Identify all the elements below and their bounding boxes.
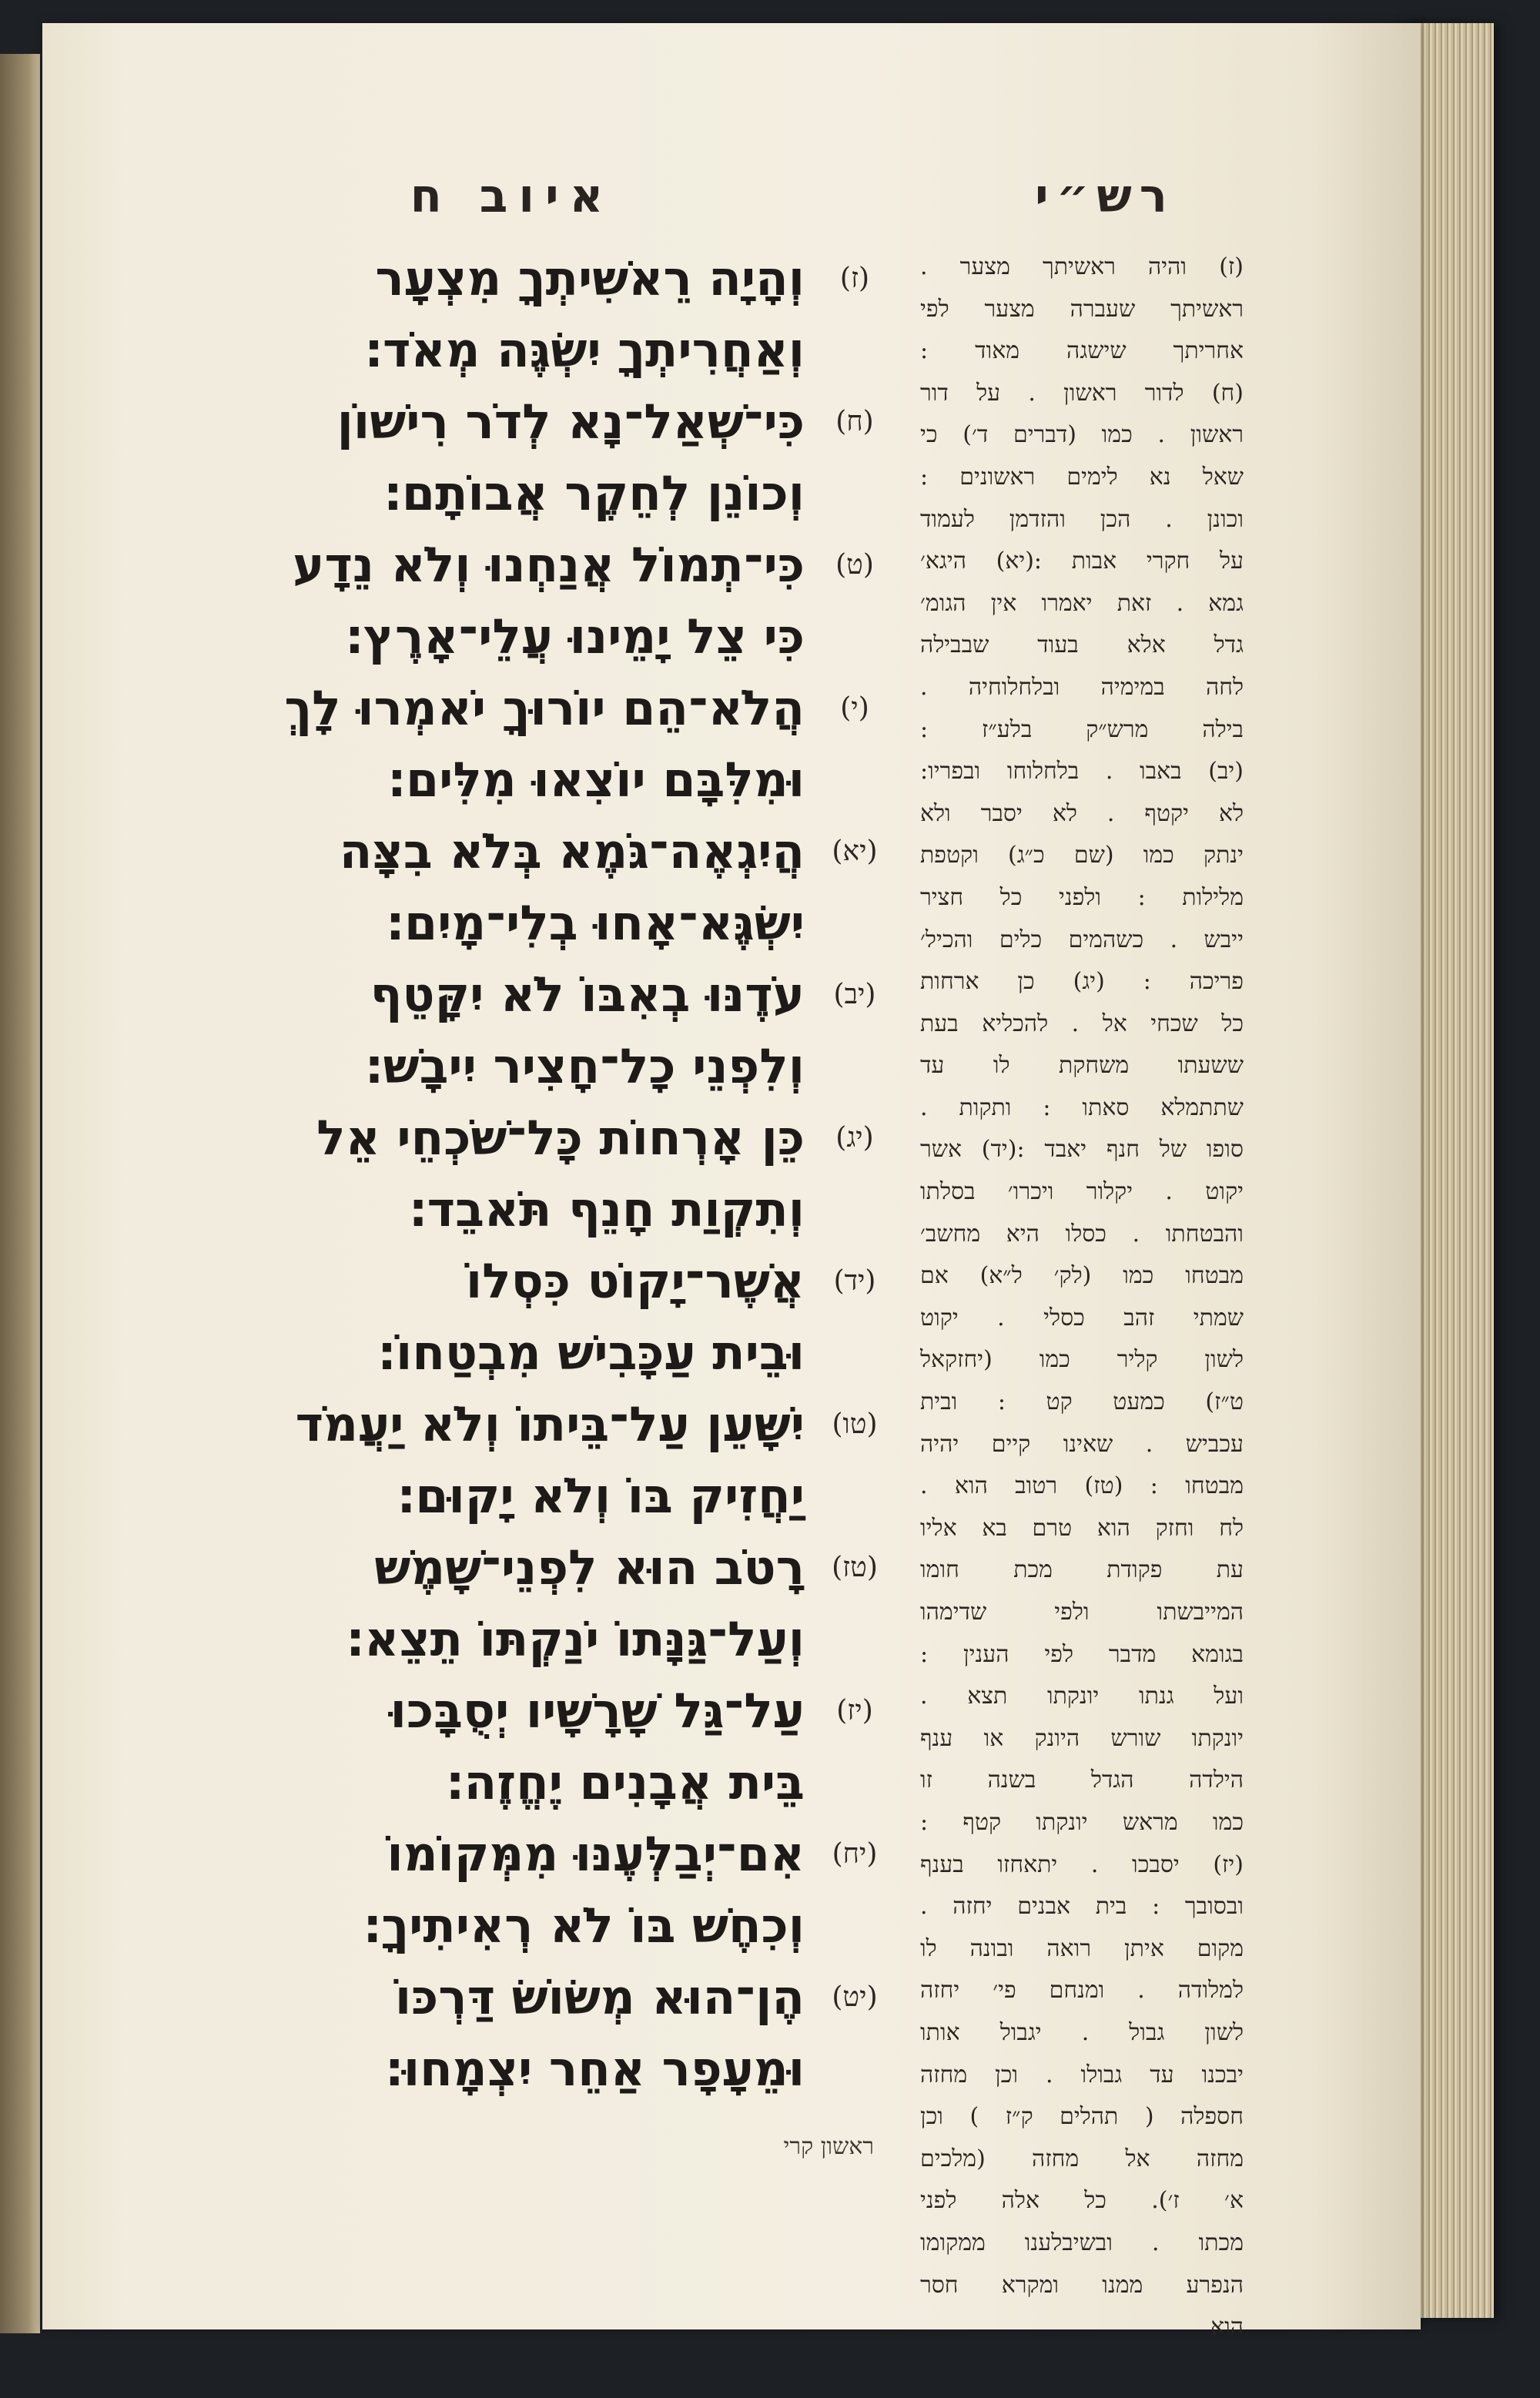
commentary-line: יקוט . יקלור ויכרו׳ בסלתו (920, 1178, 1244, 1206)
commentary-line: כל שכחי אל . להכליא בעת (920, 1010, 1244, 1037)
commentary-line: (ז) והיה ראשיתך מצער . (920, 253, 1244, 280)
commentary-line: לחה במימיה ובלחלוחיה . (920, 673, 1244, 701)
kri-footnote: ראשון קרי (783, 2133, 874, 2160)
verse-text: כֵּן אָרְחוֹת כָּל־שֹׁכְחֵי אֵל (316, 1110, 805, 1166)
commentary-line: לשון קליר כמו (יחזקאל (920, 1346, 1244, 1374)
verse-line (196, 1245, 889, 1317)
verse-line (196, 1532, 889, 1603)
commentary-line: יבכנו עד גבולו . וכן מחזה (920, 2061, 1244, 2088)
rashi-commentary (920, 246, 1244, 2349)
verse-text: וּמֵעָפָר אַחֵר יִצְמָחוּ׃ (385, 2041, 805, 2097)
verse-line (196, 1174, 889, 1245)
verse-number: (יא) (832, 836, 878, 867)
verse-line (196, 1890, 889, 1961)
commentary-line: פריכה : (יג) כן ארחות (920, 968, 1244, 996)
commentary-line: עכביש . שאינו קיים יהיה (920, 1430, 1244, 1458)
commentary-line: לא יקטף . לא יסבר ולא (920, 799, 1244, 827)
verse-text: כִּי־שְׁאַל־נָא לְדֹר רִישׁוֹן (336, 394, 805, 450)
commentary-line: אחריתך שישגה מאוד : (920, 337, 1244, 365)
verse-line (196, 601, 889, 672)
commentary-line: שמתי זהב כסלי . יקוט (920, 1304, 1244, 1331)
commentary-line: בילה מרש״ק בלע״ז : (920, 715, 1244, 743)
commentary-line: ינתק כמו (שם כ״ג) וקטפת (920, 842, 1244, 869)
commentary-line: א׳ ז׳). כל אלה לפני (920, 2187, 1244, 2215)
verse-text: יַחֲזִיק בּוֹ וְלֹא יָקוּם׃ (397, 1468, 805, 1524)
verse-text: וְלִפְנֵי כָל־חָצִיר יִיבָשׁ׃ (365, 1038, 805, 1094)
commentary-line: למלודה . ומנחם פי׳ יחזה (920, 1977, 1244, 2004)
commentary-line: גמא . זאת יאמרו אין הגומ׳ (920, 589, 1244, 617)
previous-page-edge (0, 54, 40, 2333)
verse-text: וְהָיָה רֵאשִׁיתְךָ מִצְעָר (375, 250, 805, 306)
verse-text: אִם־יְבַלְּעֶנּוּ מִמְּקוֹמוֹ (387, 1826, 805, 1882)
commentary-line: הילדה הגדל בשנה זו (920, 1767, 1244, 1794)
commentary-line: יונקתו שורש היונק או ענף (920, 1724, 1244, 1752)
verse-text: רָטֹב הוּא לִפְנֵי־שָׁמֶשׁ (374, 1539, 805, 1596)
verse-text: וּמִלִּבָּם יוֹצִאוּ מִלִּים׃ (387, 752, 805, 808)
commentary-line: ובסובך : בית אבנים יחזה . (920, 1893, 1244, 1921)
commentary-line: והבטחתו . כסלו היא מחשב׳ (920, 1220, 1244, 1248)
verse-text: הֶן־הוּא מְשׂוֹשׂ דַּרְכּוֹ (394, 1969, 805, 2025)
commentary-line: (יז) יסבכו . יתאחזו בענף (920, 1850, 1244, 1878)
verse-number: (יד) (833, 1265, 876, 1297)
verse-text: וְאַחֲרִיתְךָ יִשְׂגֶּה מְאֹד׃ (364, 322, 805, 378)
commentary-line: מלילות : ולפני כל חציר (920, 883, 1244, 911)
book-page (42, 23, 1421, 2341)
verse-line (196, 1030, 889, 1102)
verse-number: (ט) (835, 549, 874, 581)
verse-line (196, 672, 889, 744)
commentary-line: ט״ז) כמעט קט : ובית (920, 1388, 1244, 1416)
verse-line (196, 744, 889, 816)
verse-line (196, 1961, 889, 2033)
commentary-line: ועל גנתו יונקתו תצא . (920, 1683, 1244, 1710)
verse-number: (ח) (835, 406, 874, 437)
verse-line (196, 314, 889, 386)
verse-number: (יב) (833, 979, 876, 1010)
verse-number: (י) (840, 692, 869, 724)
verse-text: הֲלֹא־הֵם יוֹרוּךָ יֹאמְרוּ לָךְ (284, 680, 805, 736)
commentary-line: עת פקודת מכת חומו (920, 1556, 1244, 1584)
verse-line (196, 1675, 889, 1747)
commentary-line: מכתו . ובשיבלענו ממקומו (920, 2229, 1244, 2256)
commentary-line: חספלה ( תהלים ק״ז ) וכן (920, 2103, 1244, 2131)
commentary-line: מבטחו כמו (לק׳ ל״א) אם (920, 1262, 1244, 1290)
verse-number: (טז) (832, 1552, 878, 1583)
verse-line (196, 529, 889, 601)
commentary-line: בגומא מדבר לפי הענין : (920, 1640, 1244, 1668)
verse-line (196, 1102, 889, 1174)
commentary-line: כמו מראש יונקתו קטף : (920, 1808, 1244, 1836)
verse-text: בֵּית אֲבָנִים יֶחֱזֶה׃ (446, 1754, 805, 1810)
verse-line (196, 887, 889, 959)
commentary-line: שתתמלא סאתו : ותקות . (920, 1094, 1244, 1121)
commentary-line: מחזה אל מחזה (מלכים (920, 2145, 1244, 2172)
verse-line (196, 2033, 889, 2105)
commentary-line: לשון גבול . יגבול אותו (920, 2018, 1244, 2046)
commentary-line: ראשון . כמו (דברים ד׳) כי (920, 421, 1244, 449)
commentary-line: מבטחו : (טז) רטוב הוא . (920, 1472, 1244, 1500)
verse-text: וְכוֹנֵן לְחֵקֶר אֲבוֹתָם׃ (383, 465, 805, 521)
verse-text: אֲשֶׁר־יָקוֹט כִּסְלוֹ (465, 1253, 805, 1309)
commentary-line: (יב) באבו . בלחלוחו ובפריו: (920, 758, 1244, 785)
commentary-line: על חקרי אבות :(יא) היגא׳ (920, 548, 1244, 575)
verse-line (196, 1460, 889, 1532)
commentary-line: (ח) לדור ראשון . על דור (920, 379, 1244, 407)
verse-line (196, 1603, 889, 1675)
verse-number: (יז) (836, 1695, 873, 1726)
verse-text: כִּי צֵל יָמֵינוּ עֲלֵי־אָרֶץ׃ (345, 608, 805, 665)
verse-text: וְכִחֶשׁ בּוֹ לֹא רְאִיתִיךָ׃ (363, 1897, 805, 1954)
verse-column (196, 243, 889, 2105)
commentary-line: ששעתו משחקת לו עד (920, 1052, 1244, 1080)
verse-text: הֲיִגְאֶה־גֹּמֶא בְּלֹא בִצָּה (339, 823, 805, 879)
verse-line (196, 243, 889, 314)
verse-line (196, 1818, 889, 1890)
rashi-header: רש״י (1035, 169, 1175, 223)
commentary-line: הוא (1210, 2313, 1244, 2341)
verse-line (196, 386, 889, 457)
commentary-line: הנפרע ממנו ומקרא חסר (920, 2271, 1244, 2299)
verse-line (196, 816, 889, 887)
verse-text: יִשְׂגֶּא־אָחוּ בְלִי־מָיִם׃ (386, 895, 805, 951)
verse-number: (יח) (832, 1838, 878, 1870)
verse-text: וּבֵית עַכָּבִישׁ מִבְטַחוֹ׃ (377, 1325, 805, 1381)
verse-number: (יט) (832, 1981, 878, 2013)
commentary-line: ראשיתך שעברה מצער לפי (920, 295, 1244, 323)
verse-line (196, 959, 889, 1030)
verse-text: כִּי־תְמוֹל אֲנַחְנוּ וְלֹא נֵדָע (293, 537, 805, 593)
verse-number: (יג) (835, 1122, 874, 1154)
commentary-line: ייבש . כשהמים כלים והכיל׳ (920, 926, 1244, 953)
commentary-line: סופו של חנף יאבד :(יד) אשר (920, 1136, 1244, 1164)
verse-line (196, 457, 889, 529)
commentary-line: מקום איתן רואה ובונה לו (920, 1934, 1244, 1962)
verse-text: עֹדֶנּוּ בְאִבּוֹ לֹא יִקָּטֵף (370, 966, 805, 1023)
verse-line (196, 1317, 889, 1388)
verse-number: (טו) (832, 1408, 878, 1440)
verse-text: יִשָּׁעֵן עַל־בֵּיתוֹ וְלֹא יַעֲמֹד (295, 1396, 805, 1452)
verse-text: וְעַל־גַּנָּתוֹ יֹנַקְתּוֹ תֵצֵא׃ (346, 1611, 805, 1667)
commentary-line: וכונן . הכן והזדמן לעמוד (920, 505, 1244, 533)
commentary-line: לח וחזק הוא טרם בא אליו (920, 1514, 1244, 1542)
commentary-line: שאל נא לימים ראשונים : (920, 463, 1244, 491)
commentary-line: המייבשתו ולפי שדימהו (920, 1599, 1244, 1626)
verse-line (196, 1747, 889, 1818)
verse-line (196, 1388, 889, 1460)
commentary-line: גדל אלא בעוד שבבילה (920, 631, 1244, 659)
verse-text: וְתִקְוַת חָנֵף תֹּאבֵד׃ (409, 1181, 805, 1238)
book-title-header: איוב ח (410, 169, 614, 223)
verse-text: עַל־גַּל שָׁרָשָׁיו יְסֻבָּכוּ (390, 1683, 805, 1739)
verse-number: (ז) (839, 263, 870, 294)
